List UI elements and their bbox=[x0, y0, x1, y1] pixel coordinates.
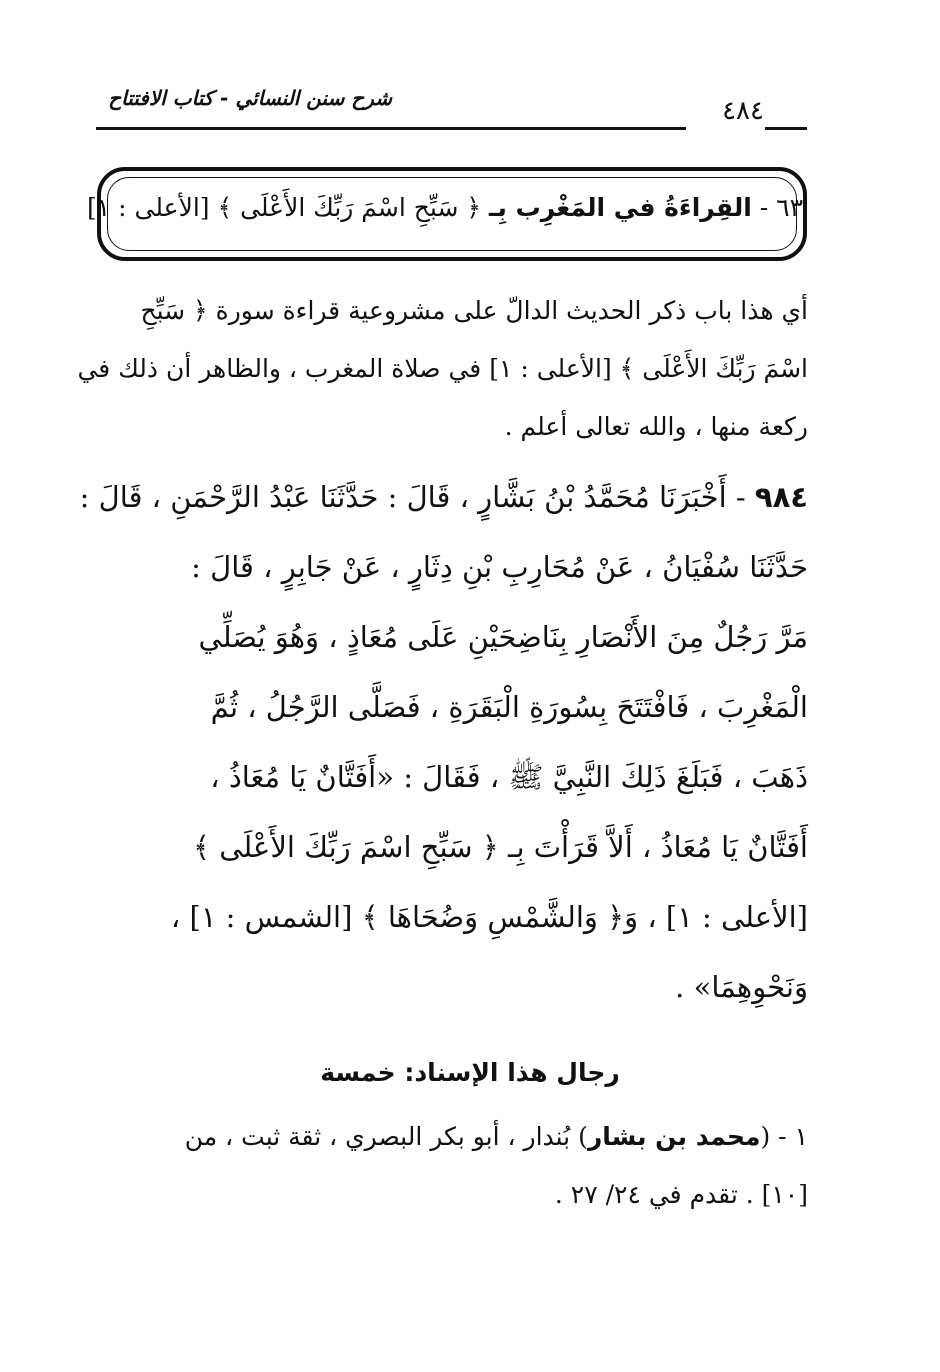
hadith-line bbox=[80, 480, 808, 514]
running-head: شرح سنن النسائي - كتاب الافتتاح bbox=[108, 86, 392, 110]
hadith-line: حَدَّثَنَا سُفْيَانُ ، عَنْ مُحَارِبِ بْنِ دِثَارٍ ، عَنْ جَابِرٍ ، قَالَ : bbox=[191, 550, 808, 584]
chapter-title bbox=[87, 193, 803, 222]
hadith-line: وَنَحْوِهِمَا» . bbox=[675, 970, 808, 1004]
chapter-title-box bbox=[87, 167, 807, 261]
hadith-line: [الأعلى : ١] ، وَ﴿ وَالشَّمْسِ وَضُحَاهَا ﴾ [الشمس : ١] ، bbox=[170, 900, 808, 934]
page-number: ٤٨٤ bbox=[722, 96, 764, 126]
narrator-line bbox=[185, 1122, 808, 1151]
hadith-number: ٩٨٤ bbox=[754, 480, 808, 514]
hadith-line: الْمَغْرِبَ ، فَافْتَتَحَ بِسُورَةِ الْبَقَرَةِ ، فَصَلَّى الرَّجُلُ ، ثُمَّ bbox=[210, 690, 808, 724]
hadith-line: أَفَتَّانٌ يَا مُعَاذُ ، أَلاَّ قَرَأْتَ بِـ ﴿ سَبِّحِ اسْمَ رَبِّكَ الأَعْلَى ﴾ bbox=[193, 830, 808, 864]
intro-line: اسْمَ رَبِّكَ الأَعْلَى ﴾ [الأعلى : ١] في صلاة المغرب ، والظاهر أن ذلك في bbox=[77, 354, 808, 383]
narrator-prefix: ١ - ( bbox=[760, 1122, 808, 1151]
chapter-number: ٦٣ - bbox=[759, 193, 803, 222]
header-rule-short bbox=[765, 127, 807, 130]
intro-line: أي هذا باب ذكر الحديث الدالّ على مشروعية قراءة سورة ﴿ سَبِّحِ bbox=[140, 296, 808, 325]
section-heading: رجال هذا الإسناد: خمسة bbox=[320, 1058, 620, 1087]
intro-line: ركعة منها ، والله تعالى أعلم . bbox=[504, 412, 808, 441]
chapter-title-bold: القِراءَةُ في المَغْرِب بِـ bbox=[488, 193, 752, 222]
narrator-name: محمد بن بشار bbox=[587, 1122, 761, 1151]
header-rule bbox=[96, 127, 686, 130]
narrator-line: [١٠] . تقدم في ٢٤/ ٢٧ . bbox=[554, 1180, 808, 1209]
hadith-line: ذَهَبَ ، فَبَلَغَ ذَلِكَ النَّبِيَّ ﷺ ، فَقَالَ : «أَفَتَّانٌ يَا مُعَاذُ ، bbox=[210, 760, 808, 794]
hadith-line-text: - أَخْبَرَنَا مُحَمَّدُ بْنُ بَشَّارٍ ، قَالَ : حَدَّثَنَا عَبْدُ الرَّحْمَنِ ، قَالَ : bbox=[79, 480, 746, 514]
narrator-description: ) بُندار ، أبو بكر البصري ، ثقة ثبت ، من bbox=[184, 1122, 588, 1151]
hadith-line: مَرَّ رَجُلٌ مِنَ الأَنْصَارِ بِنَاضِحَيْنِ عَلَى مُعَاذٍ ، وَهُوَ يُصَلِّي bbox=[198, 620, 808, 654]
chapter-title-verse: ﴿ سَبِّحِ اسْمَ رَبِّكَ الأَعْلَى ﴾ [الأعلى : ١] bbox=[87, 193, 481, 222]
